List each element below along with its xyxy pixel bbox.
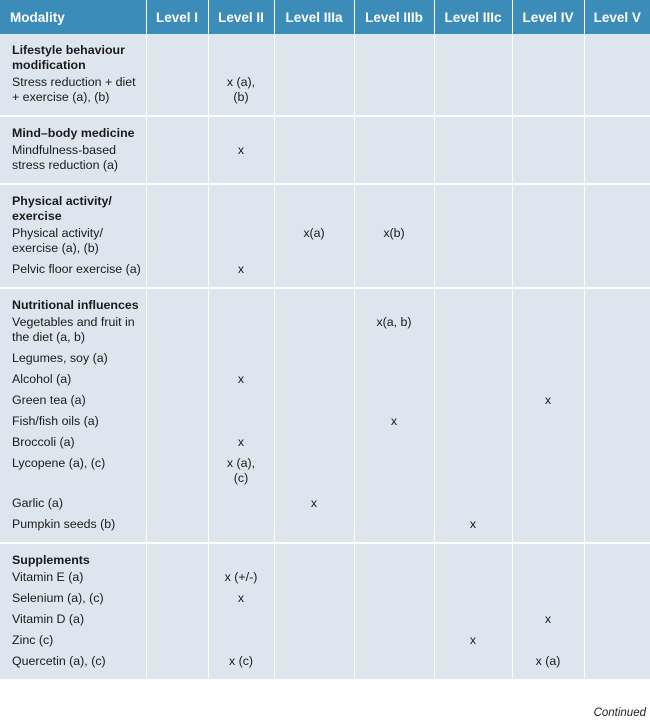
evidence-level-cell [208,391,274,412]
separator-cell [208,536,274,543]
evidence-level-cell [208,568,274,589]
evidence-level-cell [512,515,584,536]
evidence-level-cell [584,568,650,589]
separator-cell [354,673,434,680]
evidence-level-cell [584,515,650,536]
table-row [0,568,650,589]
evidence-mark: x (a) [535,654,561,668]
header-row [0,0,650,34]
evidence-level-cell [146,391,208,412]
evidence-level-cell [512,313,584,349]
evidence-level-cell [208,515,274,536]
group-title-row [0,543,650,568]
table-row [0,631,650,652]
evidence-level-cell [208,73,274,109]
modality-name: Selenium (a), (c) [0,589,146,610]
evidence-level-cell [354,260,434,281]
evidence-level-cell [274,370,354,391]
table-row [0,610,650,631]
separator-cell [584,281,650,288]
evidence-level-cell [354,568,434,589]
evidence-level-cell [434,652,512,673]
evidence-level-cell [434,568,512,589]
empty-cell [354,543,434,568]
modality-name: Mindfulness-based stress reduction (a) [0,141,146,177]
evidence-level-cell [274,73,354,109]
evidence-level-cell [354,652,434,673]
separator-cell [274,109,354,116]
evidence-level-cell [584,652,650,673]
evidence-level-cell [434,412,512,433]
group-title-row [0,288,650,313]
evidence-mark: x [544,393,552,407]
evidence-level-cell [434,370,512,391]
empty-cell [274,184,354,224]
evidence-level-cell [512,73,584,109]
evidence-level-cell [512,141,584,177]
separator-cell [146,177,208,184]
evidence-mark: x (c) [228,654,254,668]
header-level-iv: Level IV [512,0,584,34]
evidence-level-cell [584,224,650,260]
evidence-mark: x [237,143,245,157]
evidence-level-cell [584,141,650,177]
header-level-iiib: Level IIIb [354,0,434,34]
evidence-level-cell [584,73,650,109]
evidence-level-cell [584,589,650,610]
empty-cell [208,34,274,73]
table-row [0,433,650,454]
evidence-level-cell [584,433,650,454]
evidence-level-cell [274,631,354,652]
table-row [0,141,650,177]
evidence-level-cell [434,610,512,631]
separator-cell [146,536,208,543]
separator-cell [208,673,274,680]
evidence-level-cell [208,652,274,673]
evidence-level-cell [354,515,434,536]
evidence-level-cell [584,313,650,349]
evidence-mark: x (a), (c) [226,456,256,485]
evidence-level-cell [354,589,434,610]
evidence-level-cell [512,610,584,631]
empty-cell [208,288,274,313]
empty-cell [274,116,354,141]
evidence-level-cell [434,589,512,610]
header-level-v: Level V [584,0,650,34]
empty-cell [146,116,208,141]
evidence-level-cell [584,610,650,631]
empty-cell [274,34,354,73]
evidence-level-cell [354,313,434,349]
separator-cell [434,177,512,184]
evidence-level-cell [146,349,208,370]
separator-cell [584,177,650,184]
modality-name: Vitamin E (a) [0,568,146,589]
evidence-level-cell [274,568,354,589]
group-title-row [0,116,650,141]
evidence-level-cell [146,433,208,454]
separator-cell [512,281,584,288]
evidence-level-cell [354,391,434,412]
evidence-mark: x [544,612,552,626]
separator-cell [584,673,650,680]
table-row [0,454,650,494]
evidence-mark: x [469,633,477,647]
evidence-mark: x [237,372,245,386]
evidence-level-cell [274,515,354,536]
group-separator [0,536,650,543]
table-row [0,370,650,391]
modality-name: Alcohol (a) [0,370,146,391]
evidence-level-cell [208,494,274,515]
modality-name: Fish/fish oils (a) [0,412,146,433]
evidence-level-cell [354,73,434,109]
group-title: Lifestyle behaviour modification [0,34,146,73]
modality-group [0,116,650,184]
empty-cell [434,34,512,73]
evidence-level-cell [512,631,584,652]
evidence-level-cell [584,631,650,652]
evidence-level-cell [512,412,584,433]
empty-cell [434,116,512,141]
evidence-level-cell [434,433,512,454]
separator-cell [354,109,434,116]
evidence-level-cell [512,370,584,391]
group-title-row [0,34,650,73]
empty-cell [354,184,434,224]
evidence-mark: x(a, b) [376,315,412,329]
table-row [0,73,650,109]
empty-cell [512,184,584,224]
empty-cell [584,116,650,141]
table-row [0,260,650,281]
evidence-level-cell [584,260,650,281]
evidence-level-cell [354,610,434,631]
evidence-level-cell [146,631,208,652]
header-level-ii: Level II [208,0,274,34]
empty-cell [354,288,434,313]
evidence-level-cell [274,433,354,454]
separator-cell [584,109,650,116]
group-separator [0,177,650,184]
separator-cell [274,177,354,184]
evidence-mark: x [390,414,398,428]
evidence-level-cell [208,313,274,349]
evidence-level-cell [208,454,274,494]
empty-cell [208,543,274,568]
evidence-level-cell [434,454,512,494]
evidence-level-cell [512,454,584,494]
empty-cell [434,184,512,224]
separator-cell [512,536,584,543]
evidence-level-cell [354,494,434,515]
empty-cell [512,116,584,141]
separator-cell [274,673,354,680]
evidence-level-cell [354,370,434,391]
evidence-level-cell [146,589,208,610]
evidence-level-cell [434,73,512,109]
evidence-level-cell [274,224,354,260]
modality-name: Physical activity/ exercise (a), (b) [0,224,146,260]
evidence-level-cell [146,454,208,494]
empty-cell [146,34,208,73]
continued-label: Continued [593,707,646,719]
evidence-level-cell [584,349,650,370]
table-row [0,391,650,412]
evidence-level-cell [208,631,274,652]
evidence-level-cell [434,494,512,515]
evidence-level-cell [274,610,354,631]
evidence-level-cell [208,141,274,177]
table-header [0,0,650,34]
header-level-i: Level I [146,0,208,34]
modality-name: Broccoli (a) [0,433,146,454]
modality-name: Lycopene (a), (c) [0,454,146,494]
separator-cell [146,109,208,116]
empty-cell [584,34,650,73]
evidence-level-cell [208,224,274,260]
evidence-level-cell [354,454,434,494]
evidence-level-cell [512,433,584,454]
evidence-mark: x(a) [303,226,325,240]
separator-cell [434,673,512,680]
evidence-mark: x (+/-) [224,570,258,584]
separator-cell [512,177,584,184]
group-separator [0,281,650,288]
evidence-level-cell [434,141,512,177]
evidence-level-cell [146,494,208,515]
evidence-level-cell [512,494,584,515]
empty-cell [512,543,584,568]
evidence-level-cell [274,349,354,370]
evidence-level-cell [274,260,354,281]
modality-name: Pelvic floor exercise (a) [0,260,146,281]
evidence-level-cell [146,73,208,109]
separator-cell [434,109,512,116]
separator-cell [0,109,146,116]
modality-group [0,34,650,116]
separator-cell [354,536,434,543]
evidence-level-cell [274,391,354,412]
evidence-level-cell [146,412,208,433]
evidence-mark: x(b) [383,226,405,240]
evidence-level-cell [146,370,208,391]
empty-cell [512,288,584,313]
evidence-mark: x (a), (b) [226,75,256,104]
evidence-level-cell [208,412,274,433]
evidence-level-cell [146,652,208,673]
separator-cell [208,109,274,116]
evidence-level-cell [208,433,274,454]
separator-cell [434,281,512,288]
evidence-level-cell [274,589,354,610]
separator-cell [274,536,354,543]
empty-cell [434,543,512,568]
evidence-level-cell [584,412,650,433]
evidence-mark: x [237,591,245,605]
evidence-level-cell [274,313,354,349]
empty-cell [434,288,512,313]
evidence-level-cell [208,589,274,610]
separator-cell [0,177,146,184]
evidence-level-cell [146,224,208,260]
evidence-level-cell [354,349,434,370]
evidence-level-cell [512,391,584,412]
empty-cell [146,543,208,568]
separator-cell [0,673,146,680]
evidence-level-cell [512,349,584,370]
evidence-mark: x [237,262,245,276]
header-level-iiic: Level IIIc [434,0,512,34]
modality-name: Green tea (a) [0,391,146,412]
evidence-level-cell [434,631,512,652]
modality-group [0,288,650,543]
table-row [0,224,650,260]
evidence-level-cell [354,412,434,433]
modality-name: Garlic (a) [0,494,146,515]
separator-cell [512,109,584,116]
evidence-level-cell [274,454,354,494]
evidence-level-cell [512,652,584,673]
group-title-row [0,184,650,224]
group-separator [0,673,650,680]
evidence-level-cell [354,141,434,177]
separator-cell [354,281,434,288]
separator-cell [354,177,434,184]
evidence-level-cell [146,260,208,281]
modality-group [0,184,650,288]
modality-name: Legumes, soy (a) [0,349,146,370]
separator-cell [208,177,274,184]
evidence-level-cell [208,260,274,281]
evidence-level-cell [512,589,584,610]
evidence-level-cell [434,260,512,281]
empty-cell [274,288,354,313]
table-row [0,652,650,673]
evidence-level-cell [512,224,584,260]
evidence-level-cell [146,568,208,589]
table-row [0,412,650,433]
evidence-level-cell [512,260,584,281]
evidence-level-cell [512,568,584,589]
group-separator [0,109,650,116]
evidence-level-cell [274,494,354,515]
table-row [0,349,650,370]
table-row [0,313,650,349]
evidence-mark: x [237,435,245,449]
separator-cell [208,281,274,288]
empty-cell [354,34,434,73]
separator-cell [146,673,208,680]
evidence-level-cell [354,224,434,260]
evidence-level-cell [146,610,208,631]
evidence-level-cell [584,494,650,515]
evidence-level-cell [584,391,650,412]
empty-cell [146,288,208,313]
evidence-level-cell [146,141,208,177]
modality-name: Vitamin D (a) [0,610,146,631]
evidence-level-cell [274,141,354,177]
evidence-level-cell [434,313,512,349]
table-row [0,515,650,536]
group-title: Physical activity/ exercise [0,184,146,224]
separator-cell [146,281,208,288]
table-row [0,589,650,610]
empty-cell [584,288,650,313]
header-level-iiia: Level IIIa [274,0,354,34]
separator-cell [434,536,512,543]
evidence-level-cell [434,515,512,536]
separator-cell [274,281,354,288]
group-title: Mind–body medicine [0,116,146,141]
table-row [0,494,650,515]
header-modality: Modality [0,0,146,34]
separator-cell [0,281,146,288]
evidence-level-cell [274,652,354,673]
modality-group [0,543,650,680]
evidence-level-cell [434,391,512,412]
separator-cell [584,536,650,543]
evidence-level-cell [208,610,274,631]
group-title: Supplements [0,543,146,568]
evidence-level-cell [146,515,208,536]
evidence-level-cell [434,349,512,370]
empty-cell [584,543,650,568]
evidence-level-cell [208,370,274,391]
evidence-level-cell [584,370,650,391]
modality-name: Vegetables and fruit in the diet (a, b) [0,313,146,349]
empty-cell [146,184,208,224]
modality-name: Pumpkin seeds (b) [0,515,146,536]
empty-cell [208,184,274,224]
group-title: Nutritional influences [0,288,146,313]
empty-cell [584,184,650,224]
empty-cell [512,34,584,73]
evidence-level-cell [208,349,274,370]
evidence-level-cell [354,433,434,454]
evidence-level-cell [354,631,434,652]
evidence-level-cell [146,313,208,349]
separator-cell [512,673,584,680]
evidence-level-cell [434,224,512,260]
empty-cell [274,543,354,568]
evidence-mark: x [310,496,318,510]
evidence-level-cell [584,454,650,494]
modality-name: Stress reduction + diet + exercise (a), (b) [0,73,146,109]
modality-name: Quercetin (a), (c) [0,652,146,673]
empty-cell [208,116,274,141]
evidence-mark: x [469,517,477,531]
modality-name: Zinc (c) [0,631,146,652]
separator-cell [0,536,146,543]
evidence-level-cell [274,412,354,433]
empty-cell [354,116,434,141]
